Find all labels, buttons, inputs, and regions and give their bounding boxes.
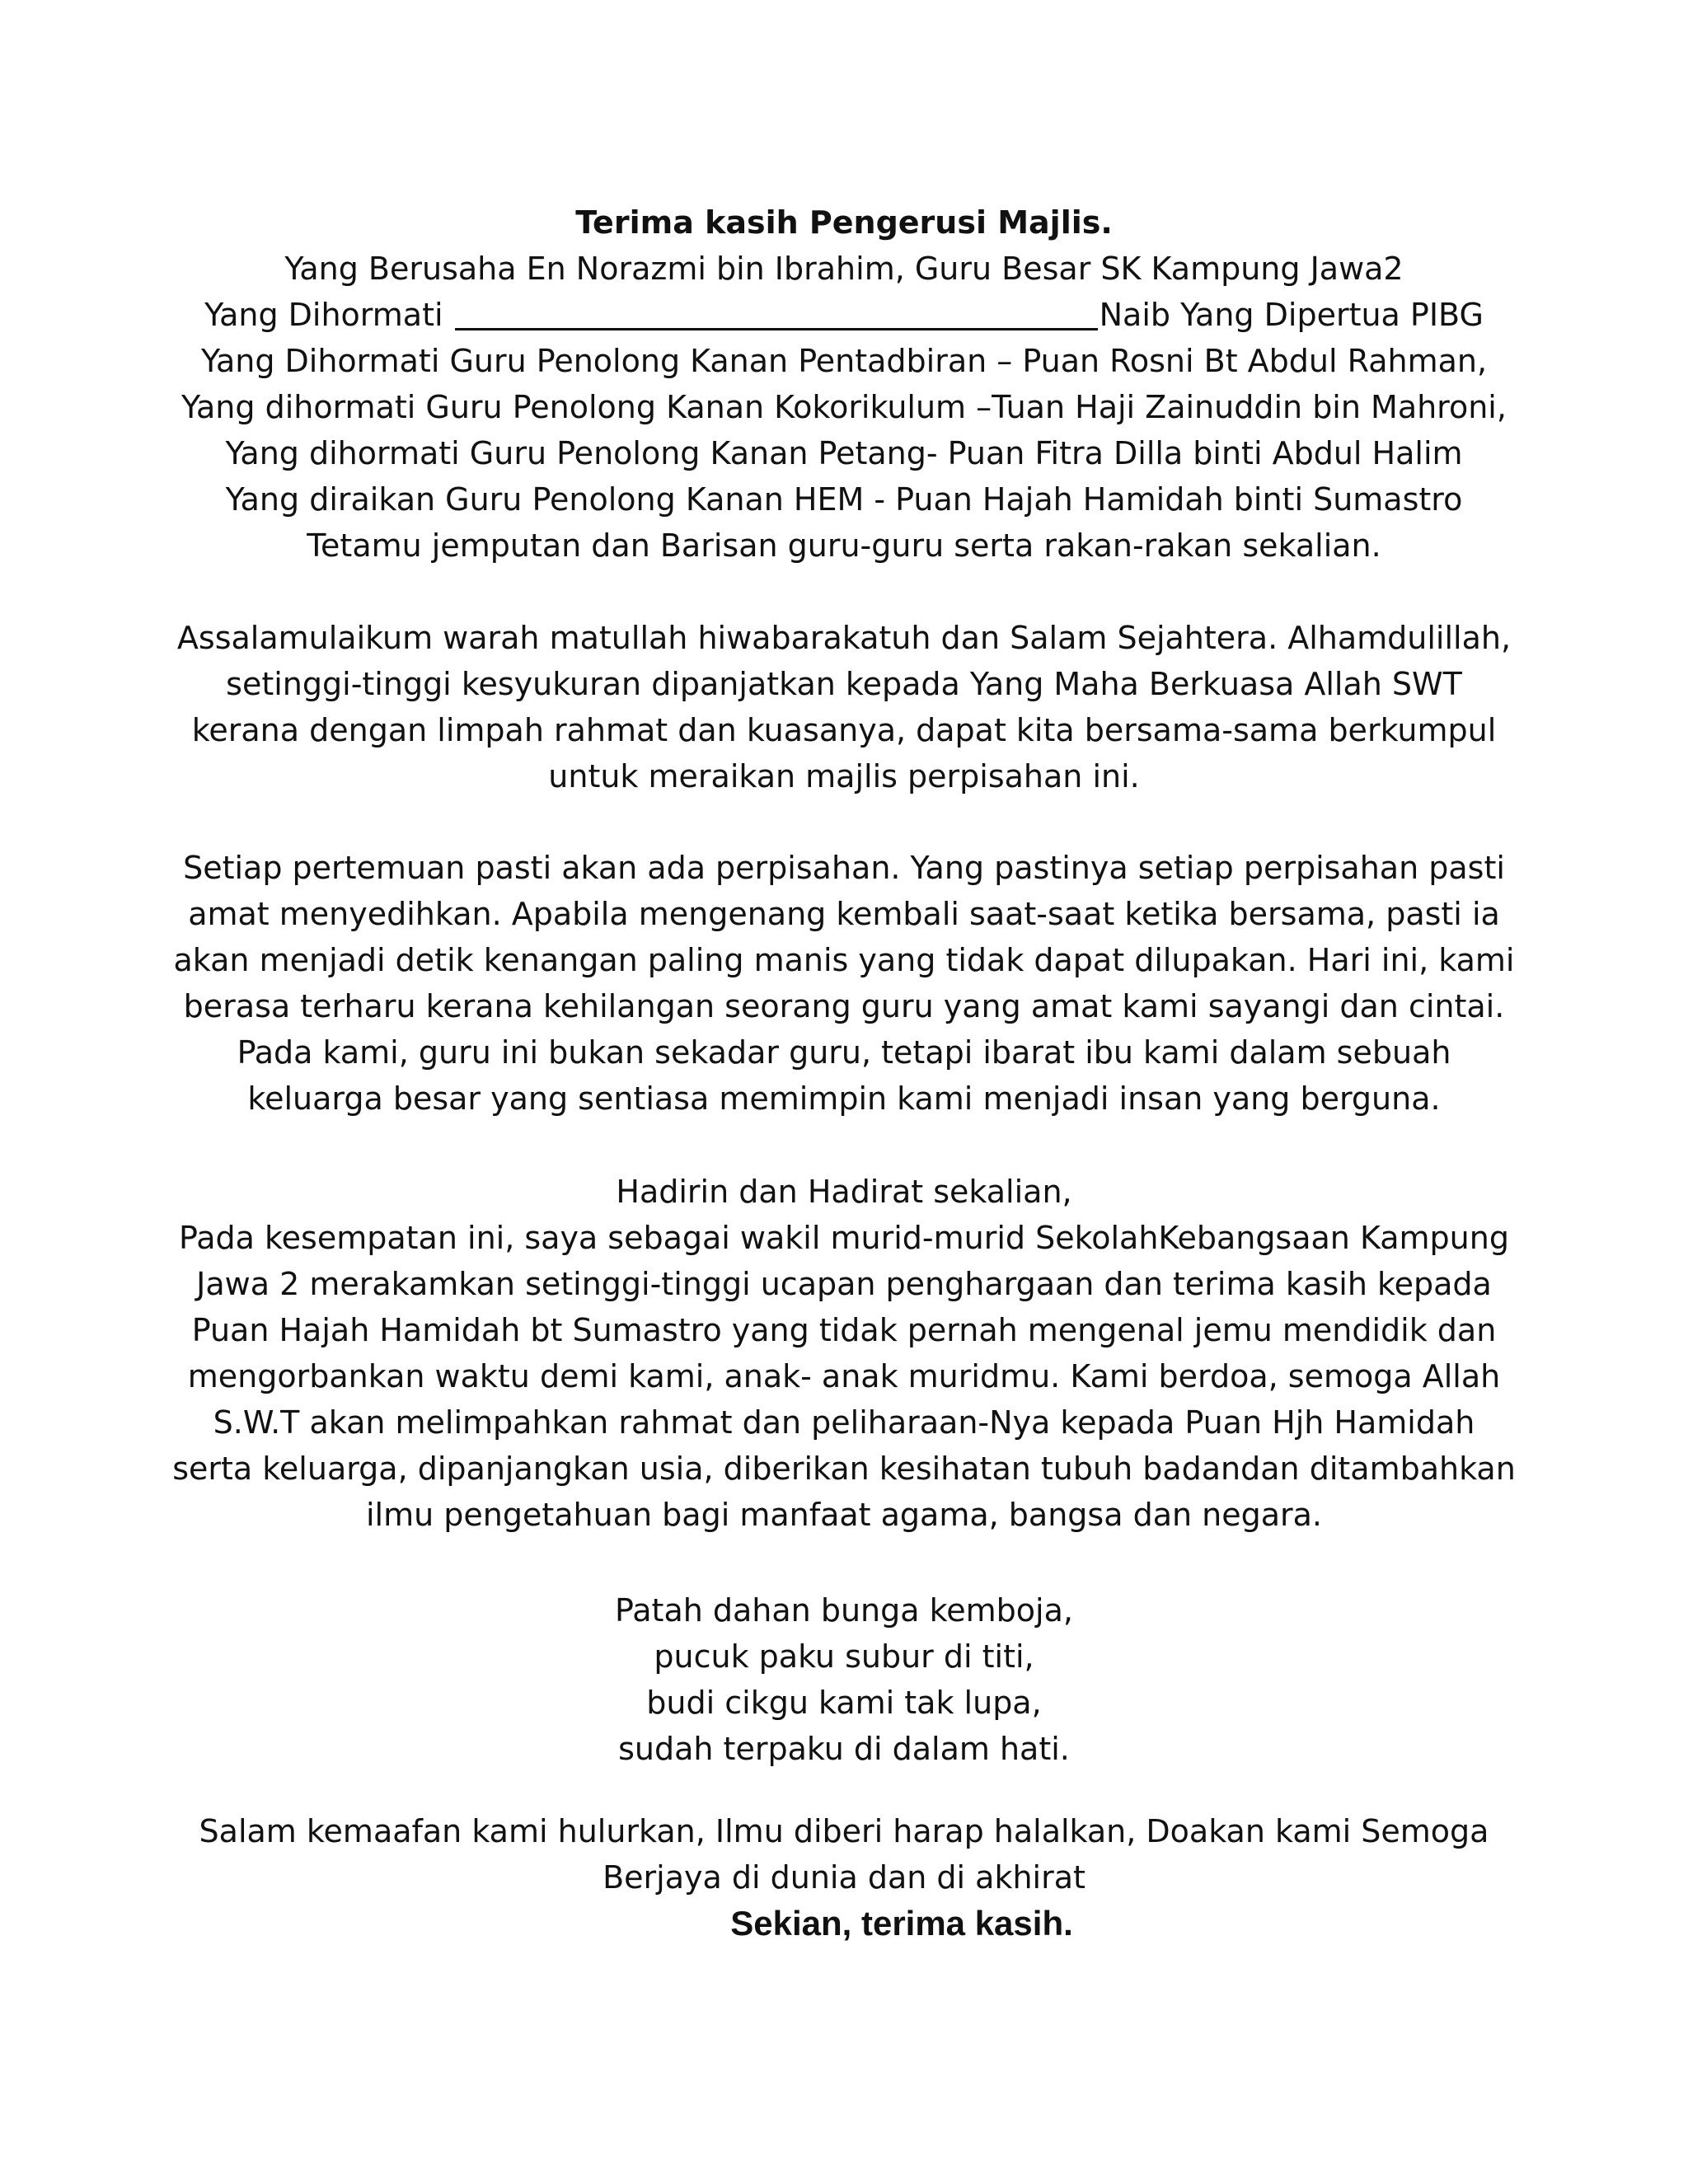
salutation-line: Yang dihormati Guru Penolong Kanan Kokorikulum –Tuan Haji Zainuddin bin Mahroni, <box>181 389 1507 425</box>
salutation-prefix: Yang Dihormati <box>204 297 453 333</box>
document-title: Terima kasih Pengerusi Majlis. <box>575 204 1113 241</box>
salutation-line: Yang dihormati Guru Penolong Kanan Petang- Puan Fitra Dilla binti Abdul Halim <box>225 435 1463 471</box>
paragraph-line: mengorbankan waktu demi kami, anak- anak muridmu. Kami berdoa, semoga Allah <box>187 1358 1501 1394</box>
paragraph-line: akan menjadi detik kenangan paling manis yang tidak dapat dilupakan. Hari ini, kami <box>173 942 1515 978</box>
paragraph-line: Berjaya di dunia dan di akhirat <box>603 1859 1085 1896</box>
salutation-line: Yang Berusaha En Norazmi bin Ibrahim, Guru Besar SK Kampung Jawa2 <box>284 251 1404 287</box>
paragraph-line: untuk meraikan majlis perpisahan ini. <box>548 758 1140 794</box>
paragraph-line: kerana dengan limpah rahmat dan kuasanya, dapat kita bersama-sama berkumpul <box>191 712 1497 748</box>
paragraph-line: Hadirin dan Hadirat sekalian, <box>616 1174 1072 1210</box>
paragraph-line: Puan Hajah Hamidah bt Sumastro yang tidak pernah mengenal jemu mendidik dan <box>191 1312 1497 1348</box>
pantun-verse <box>165 1587 1523 1772</box>
paragraph-line: amat menyedihkan. Apabila mengenang kembali saat-saat ketika bersama, pasti ia <box>188 896 1500 932</box>
paragraph-greeting <box>165 615 1523 799</box>
paragraph-line: Pada kesempatan ini, saya sebagai wakil murid-murid SekolahKebangsaan Kampung <box>179 1220 1509 1256</box>
salutation-block <box>165 199 1523 569</box>
closing-line: Sekian, terima kasih. <box>730 1904 1073 1943</box>
pantun-line: pucuk paku subur di titi, <box>654 1638 1034 1675</box>
salutation-line: Yang Dihormati Guru Penolong Kanan Pentadbiran – Puan Rosni Bt Abdul Rahman, <box>200 343 1488 379</box>
paragraph-line: Jawa 2 merakamkan setinggi-tinggi ucapan penghargaan dan terima kasih kepada <box>196 1266 1492 1302</box>
paragraph-line: Pada kami, guru ini bukan sekadar guru, tetapi ibarat ibu kami dalam sebuah <box>237 1034 1451 1071</box>
salutation-line: Tetamu jemputan dan Barisan guru-guru serta rakan-rakan sekalian. <box>307 527 1381 564</box>
paragraph-line: S.W.T akan melimpahkan rahmat dan peliharaan-Nya kepada Puan Hjh Hamidah <box>213 1404 1475 1441</box>
pantun-line: sudah terpaku di dalam hati. <box>618 1731 1070 1767</box>
paragraph-line: Salam kemaafan kami hulurkan, Ilmu diberi harap halalkan, Doakan kami Semoga <box>199 1813 1489 1849</box>
paragraph-line: ilmu pengetahuan bagi manfaat agama, bangsa dan negara. <box>365 1497 1323 1533</box>
paragraph-line: Setiap pertemuan pasti akan ada perpisahan. Yang pastinya setiap perpisahan pasti <box>183 850 1505 886</box>
paragraph-line: berasa terharu kerana kehilangan seorang guru yang amat kami sayangi dan cintai. <box>183 988 1505 1024</box>
salutation-line-with-blank <box>165 292 1523 338</box>
paragraph-line: setinggi-tinggi kesyukuran dipanjatkan kepada Yang Maha Berkuasa Allah SWT <box>226 666 1462 702</box>
pantun-line: Patah dahan bunga kemboja, <box>615 1592 1073 1629</box>
paragraph-line: serta keluarga, dipanjangkan usia, diberikan kesihatan tubuh badandan ditambahkan <box>172 1451 1516 1487</box>
paragraph-apology <box>165 1808 1523 1900</box>
paragraph-appreciation <box>165 1169 1523 1538</box>
paragraph-farewell <box>165 845 1523 1122</box>
salutation-line: Yang diraikan Guru Penolong Kanan HEM - Puan Hajah Hamidah binti Sumastro <box>225 481 1463 518</box>
paragraph-line: Assalamulaikum warah matullah hiwabarakatuh dan Salam Sejahtera. Alhamdulillah, <box>176 620 1512 656</box>
blank-name-line <box>455 295 1098 330</box>
pantun-line: budi cikgu kami tak lupa, <box>646 1685 1042 1721</box>
salutation-suffix: Naib Yang Dipertua PIBG <box>1099 297 1484 333</box>
paragraph-line: keluarga besar yang sentiasa memimpin kami menjadi insan yang berguna. <box>247 1080 1441 1117</box>
